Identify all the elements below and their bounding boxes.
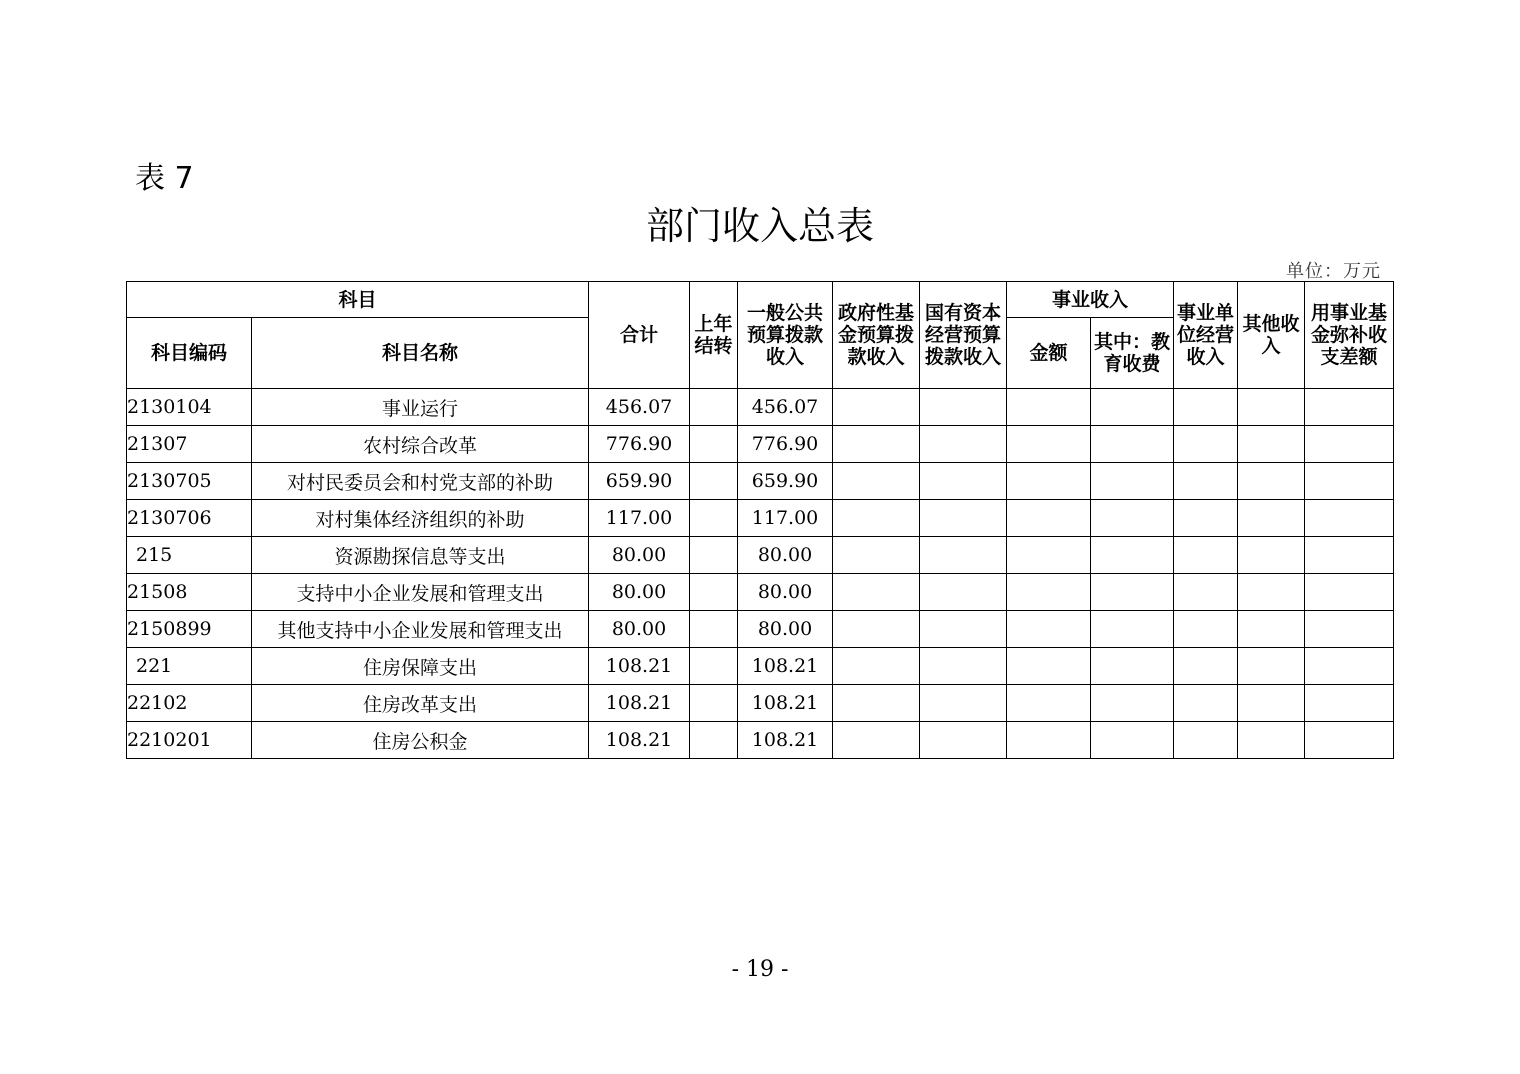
cell-state-capital-budget xyxy=(920,611,1007,648)
cell-business-fund-offset xyxy=(1305,574,1394,611)
cell-business-income-amount xyxy=(1007,463,1091,500)
cell-total: 80.00 xyxy=(589,574,690,611)
cell-subject-name: 住房改革支出 xyxy=(252,685,589,722)
header-subject-name: 科目名称 xyxy=(252,318,589,389)
cell-state-capital-budget xyxy=(920,574,1007,611)
table-label: 表 7 xyxy=(135,161,194,196)
cell-other-income xyxy=(1238,648,1305,685)
cell-other-income xyxy=(1238,685,1305,722)
cell-business-income-amount xyxy=(1007,648,1091,685)
cell-other-income xyxy=(1238,611,1305,648)
header-amount: 金额 xyxy=(1007,318,1091,389)
cell-business-fund-offset xyxy=(1305,722,1394,759)
cell-business-unit-operating-income xyxy=(1174,426,1238,463)
cell-gov-fund-budget xyxy=(833,463,920,500)
cell-business-fund-offset xyxy=(1305,611,1394,648)
cell-state-capital-budget xyxy=(920,463,1007,500)
cell-subject-code: 21307 xyxy=(127,426,252,463)
cell-education-fees xyxy=(1091,389,1174,426)
cell-state-capital-budget xyxy=(920,685,1007,722)
header-business-income: 事业收入 xyxy=(1007,282,1174,318)
cell-subject-code: 2150899 xyxy=(127,611,252,648)
cell-prev-year-carryover xyxy=(690,426,738,463)
cell-business-fund-offset xyxy=(1305,648,1394,685)
cell-other-income xyxy=(1238,722,1305,759)
cell-general-public-budget: 108.21 xyxy=(738,685,833,722)
header-subject: 科目 xyxy=(127,282,589,318)
cell-general-public-budget: 659.90 xyxy=(738,463,833,500)
cell-business-fund-offset xyxy=(1305,463,1394,500)
cell-gov-fund-budget xyxy=(833,537,920,574)
cell-subject-name: 对村民委员会和村党支部的补助 xyxy=(252,463,589,500)
cell-prev-year-carryover xyxy=(690,685,738,722)
cell-subject-name: 支持中小企业发展和管理支出 xyxy=(252,574,589,611)
income-summary-table xyxy=(126,281,1394,759)
header-subject-code: 科目编码 xyxy=(127,318,252,389)
cell-business-unit-operating-income xyxy=(1174,389,1238,426)
cell-education-fees xyxy=(1091,537,1174,574)
cell-subject-code: 2130705 xyxy=(127,463,252,500)
cell-gov-fund-budget xyxy=(833,611,920,648)
cell-education-fees xyxy=(1091,648,1174,685)
table-body xyxy=(127,389,1394,759)
cell-subject-code: 221 xyxy=(127,648,252,685)
table-row xyxy=(127,463,1394,500)
cell-total: 776.90 xyxy=(589,426,690,463)
cell-gov-fund-budget xyxy=(833,426,920,463)
table-row xyxy=(127,648,1394,685)
cell-gov-fund-budget xyxy=(833,389,920,426)
cell-business-unit-operating-income xyxy=(1174,722,1238,759)
cell-state-capital-budget xyxy=(920,426,1007,463)
header-state-capital-budget: 国有资本经营预算拨款收入 xyxy=(920,282,1007,389)
cell-prev-year-carryover xyxy=(690,722,738,759)
cell-subject-name: 对村集体经济组织的补助 xyxy=(252,500,589,537)
cell-business-income-amount xyxy=(1007,426,1091,463)
cell-business-fund-offset xyxy=(1305,537,1394,574)
cell-business-unit-operating-income xyxy=(1174,611,1238,648)
page-title: 部门收入总表 xyxy=(645,204,874,248)
header-business-fund-offset: 用事业基金弥补收支差额 xyxy=(1305,282,1394,389)
cell-subject-name: 住房公积金 xyxy=(252,722,589,759)
cell-gov-fund-budget xyxy=(833,722,920,759)
cell-state-capital-budget xyxy=(920,500,1007,537)
cell-education-fees xyxy=(1091,574,1174,611)
cell-general-public-budget: 117.00 xyxy=(738,500,833,537)
header-general-public-budget: 一般公共预算拨款收入 xyxy=(738,282,833,389)
cell-business-unit-operating-income xyxy=(1174,463,1238,500)
cell-other-income xyxy=(1238,537,1305,574)
header-other-income: 其他收入 xyxy=(1238,282,1305,389)
cell-business-income-amount xyxy=(1007,685,1091,722)
cell-business-fund-offset xyxy=(1305,500,1394,537)
cell-total: 80.00 xyxy=(589,537,690,574)
cell-other-income xyxy=(1238,500,1305,537)
cell-prev-year-carryover xyxy=(690,500,738,537)
cell-other-income xyxy=(1238,463,1305,500)
cell-subject-code: 215 xyxy=(127,537,252,574)
cell-total: 80.00 xyxy=(589,611,690,648)
cell-subject-name: 资源勘探信息等支出 xyxy=(252,537,589,574)
cell-business-fund-offset xyxy=(1305,685,1394,722)
header-prev-year-carryover: 上年结转 xyxy=(690,282,738,389)
cell-other-income xyxy=(1238,574,1305,611)
cell-prev-year-carryover xyxy=(690,389,738,426)
cell-education-fees xyxy=(1091,463,1174,500)
cell-business-unit-operating-income xyxy=(1174,574,1238,611)
cell-subject-code: 2130104 xyxy=(127,389,252,426)
cell-subject-name: 事业运行 xyxy=(252,389,589,426)
cell-business-unit-operating-income xyxy=(1174,685,1238,722)
cell-general-public-budget: 108.21 xyxy=(738,722,833,759)
cell-education-fees xyxy=(1091,426,1174,463)
cell-business-income-amount xyxy=(1007,611,1091,648)
cell-business-income-amount xyxy=(1007,722,1091,759)
cell-prev-year-carryover xyxy=(690,463,738,500)
cell-education-fees xyxy=(1091,685,1174,722)
table-row xyxy=(127,537,1394,574)
cell-prev-year-carryover xyxy=(690,574,738,611)
cell-business-income-amount xyxy=(1007,574,1091,611)
cell-general-public-budget: 108.21 xyxy=(738,648,833,685)
table-row xyxy=(127,426,1394,463)
cell-total: 108.21 xyxy=(589,685,690,722)
cell-state-capital-budget xyxy=(920,648,1007,685)
cell-general-public-budget: 80.00 xyxy=(738,574,833,611)
cell-total: 108.21 xyxy=(589,648,690,685)
cell-business-unit-operating-income xyxy=(1174,500,1238,537)
cell-prev-year-carryover xyxy=(690,648,738,685)
cell-other-income xyxy=(1238,389,1305,426)
cell-total: 659.90 xyxy=(589,463,690,500)
unit-label: 单位：万元 xyxy=(1286,261,1381,282)
cell-total: 108.21 xyxy=(589,722,690,759)
cell-state-capital-budget xyxy=(920,389,1007,426)
cell-subject-code: 2210201 xyxy=(127,722,252,759)
cell-education-fees xyxy=(1091,611,1174,648)
cell-subject-name: 其他支持中小企业发展和管理支出 xyxy=(252,611,589,648)
cell-education-fees xyxy=(1091,722,1174,759)
cell-business-unit-operating-income xyxy=(1174,648,1238,685)
page-number: - 19 - xyxy=(731,957,789,982)
cell-subject-code: 22102 xyxy=(127,685,252,722)
cell-gov-fund-budget xyxy=(833,500,920,537)
cell-total: 117.00 xyxy=(589,500,690,537)
table-row xyxy=(127,500,1394,537)
header-total: 合计 xyxy=(589,282,690,389)
cell-general-public-budget: 80.00 xyxy=(738,537,833,574)
table-row xyxy=(127,685,1394,722)
cell-business-unit-operating-income xyxy=(1174,537,1238,574)
cell-business-income-amount xyxy=(1007,500,1091,537)
cell-subject-code: 21508 xyxy=(127,574,252,611)
table-row xyxy=(127,389,1394,426)
table-row xyxy=(127,611,1394,648)
cell-subject-code: 2130706 xyxy=(127,500,252,537)
cell-other-income xyxy=(1238,426,1305,463)
cell-business-income-amount xyxy=(1007,389,1091,426)
header-gov-fund-budget: 政府性基金预算拨款收入 xyxy=(833,282,920,389)
cell-subject-name: 住房保障支出 xyxy=(252,648,589,685)
cell-general-public-budget: 80.00 xyxy=(738,611,833,648)
cell-prev-year-carryover xyxy=(690,537,738,574)
cell-business-fund-offset xyxy=(1305,426,1394,463)
cell-state-capital-budget xyxy=(920,537,1007,574)
cell-business-fund-offset xyxy=(1305,389,1394,426)
cell-prev-year-carryover xyxy=(690,611,738,648)
cell-general-public-budget: 456.07 xyxy=(738,389,833,426)
cell-education-fees xyxy=(1091,500,1174,537)
cell-gov-fund-budget xyxy=(833,574,920,611)
cell-business-income-amount xyxy=(1007,537,1091,574)
cell-total: 456.07 xyxy=(589,389,690,426)
cell-subject-name: 农村综合改革 xyxy=(252,426,589,463)
cell-general-public-budget: 776.90 xyxy=(738,426,833,463)
table-row xyxy=(127,722,1394,759)
header-education-fees: 其中：教育收费 xyxy=(1091,318,1174,389)
cell-gov-fund-budget xyxy=(833,685,920,722)
table-row xyxy=(127,574,1394,611)
cell-gov-fund-budget xyxy=(833,648,920,685)
header-business-unit-operating-income: 事业单位经营收入 xyxy=(1174,282,1238,389)
cell-state-capital-budget xyxy=(920,722,1007,759)
